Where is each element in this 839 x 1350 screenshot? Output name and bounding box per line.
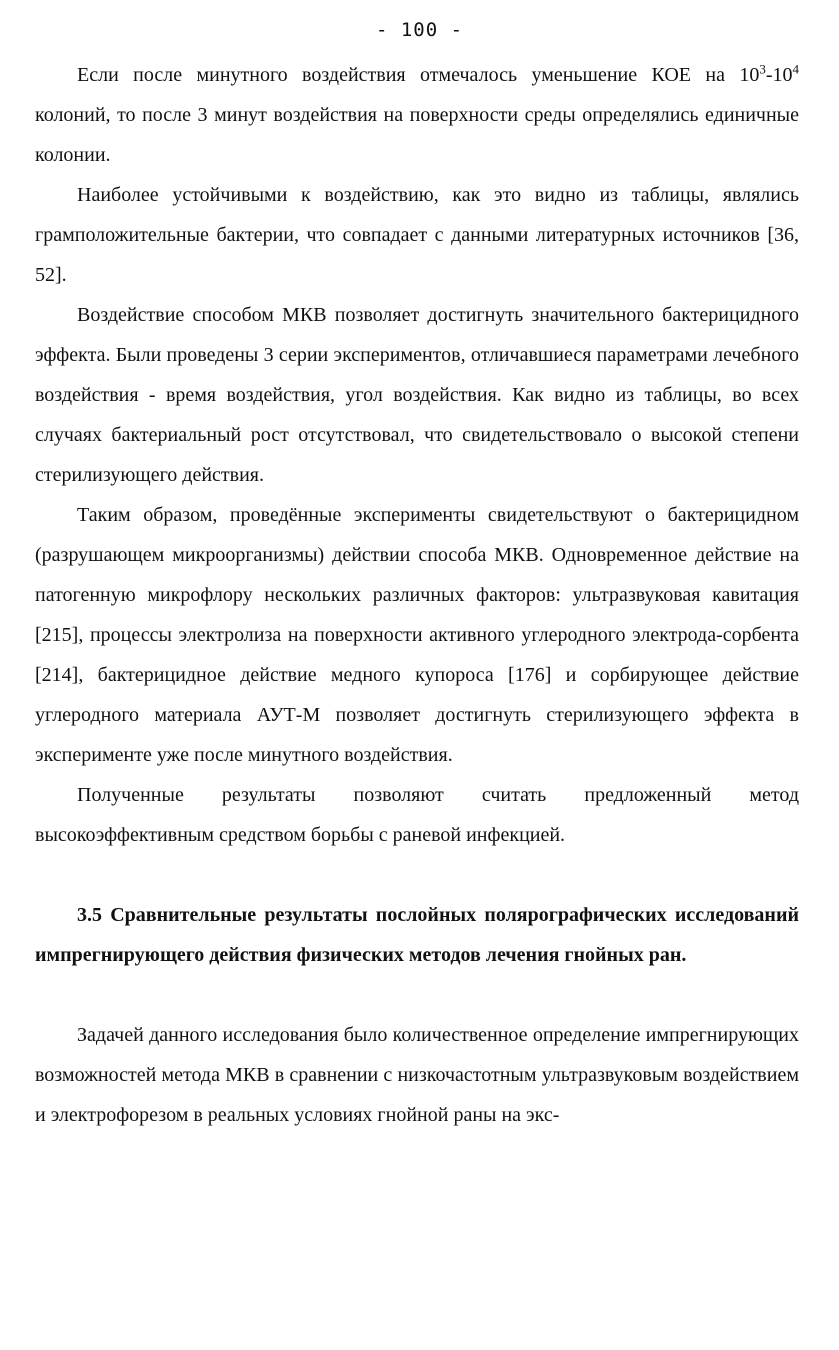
paragraph-text-part: колоний, то после 3 минут воздействия на поверхности среды определялись единичные колонии. <box>35 104 799 166</box>
paragraph-text-part: Если после минутного воздействия отмечалось уменьшение КОЕ на 10 <box>77 64 760 86</box>
paragraph-study-objective: Задачей данного исследования было количественное определение импрегнирующих возможностей метода МКВ в сравнении с низкочастотным ультразвуковым воздействием и электрофорезом в реальных условиях гнойной раны на экс- <box>35 1024 799 1126</box>
paragraph-resistant-bacteria: Наиболее устойчивыми к воздействию, как это видно из таблицы, являлись грамположительные бактерии, что совпадает с данными литературных источников [36, 52]. <box>35 184 799 286</box>
paragraph-results-summary: Полученные результаты позволяют считать предложенный метод высокоэффективным средством борьбы с раневой инфекцией. <box>35 784 799 846</box>
superscript-exponent: 4 <box>792 61 799 77</box>
section-heading: 3.5 Сравнительные результаты послойных полярографических исследований импрегнирующего действия физических методов лечения гнойных ран. <box>35 904 799 966</box>
paragraph-bactericidal-conclusion: Таким образом, проведённые эксперименты свидетельствуют о бактерицидном (разрушающем микроорганизмы) действии способа МКВ. Одновременное действие на патогенную микрофлору нескольких различных факторов: ультразвуковая кавитация [215], процессы электролиза на поверхности активного углеродного электрода-сорбента [214], бактерицидное действие медного купороса [176] и сорбирующее действие углеродного материала АУТ-М позволяет достигнуть стерилизующего эффекта в эксперименте уже после минутного воздействия. <box>35 504 799 766</box>
paragraph-text-part: -10 <box>765 64 793 86</box>
page-number: - 100 - <box>375 19 464 41</box>
paragraph-colony-reduction <box>35 55 799 175</box>
paragraph-mkv-effect: Воздействие способом МКВ позволяет достигнуть значительного бактерицидного эффекта. Были проведены 3 серии экспериментов, отличавшиеся параметрами лечебного воздействия - время воздействия, угол воздействия. Как видно из таблицы, во всех случаях бактериальный рост отсутствовал, что свидетельствовало о высокой степени стерилизующего действия. <box>35 304 799 486</box>
document-body <box>35 55 799 1135</box>
superscript-exponent: 3 <box>759 61 766 77</box>
